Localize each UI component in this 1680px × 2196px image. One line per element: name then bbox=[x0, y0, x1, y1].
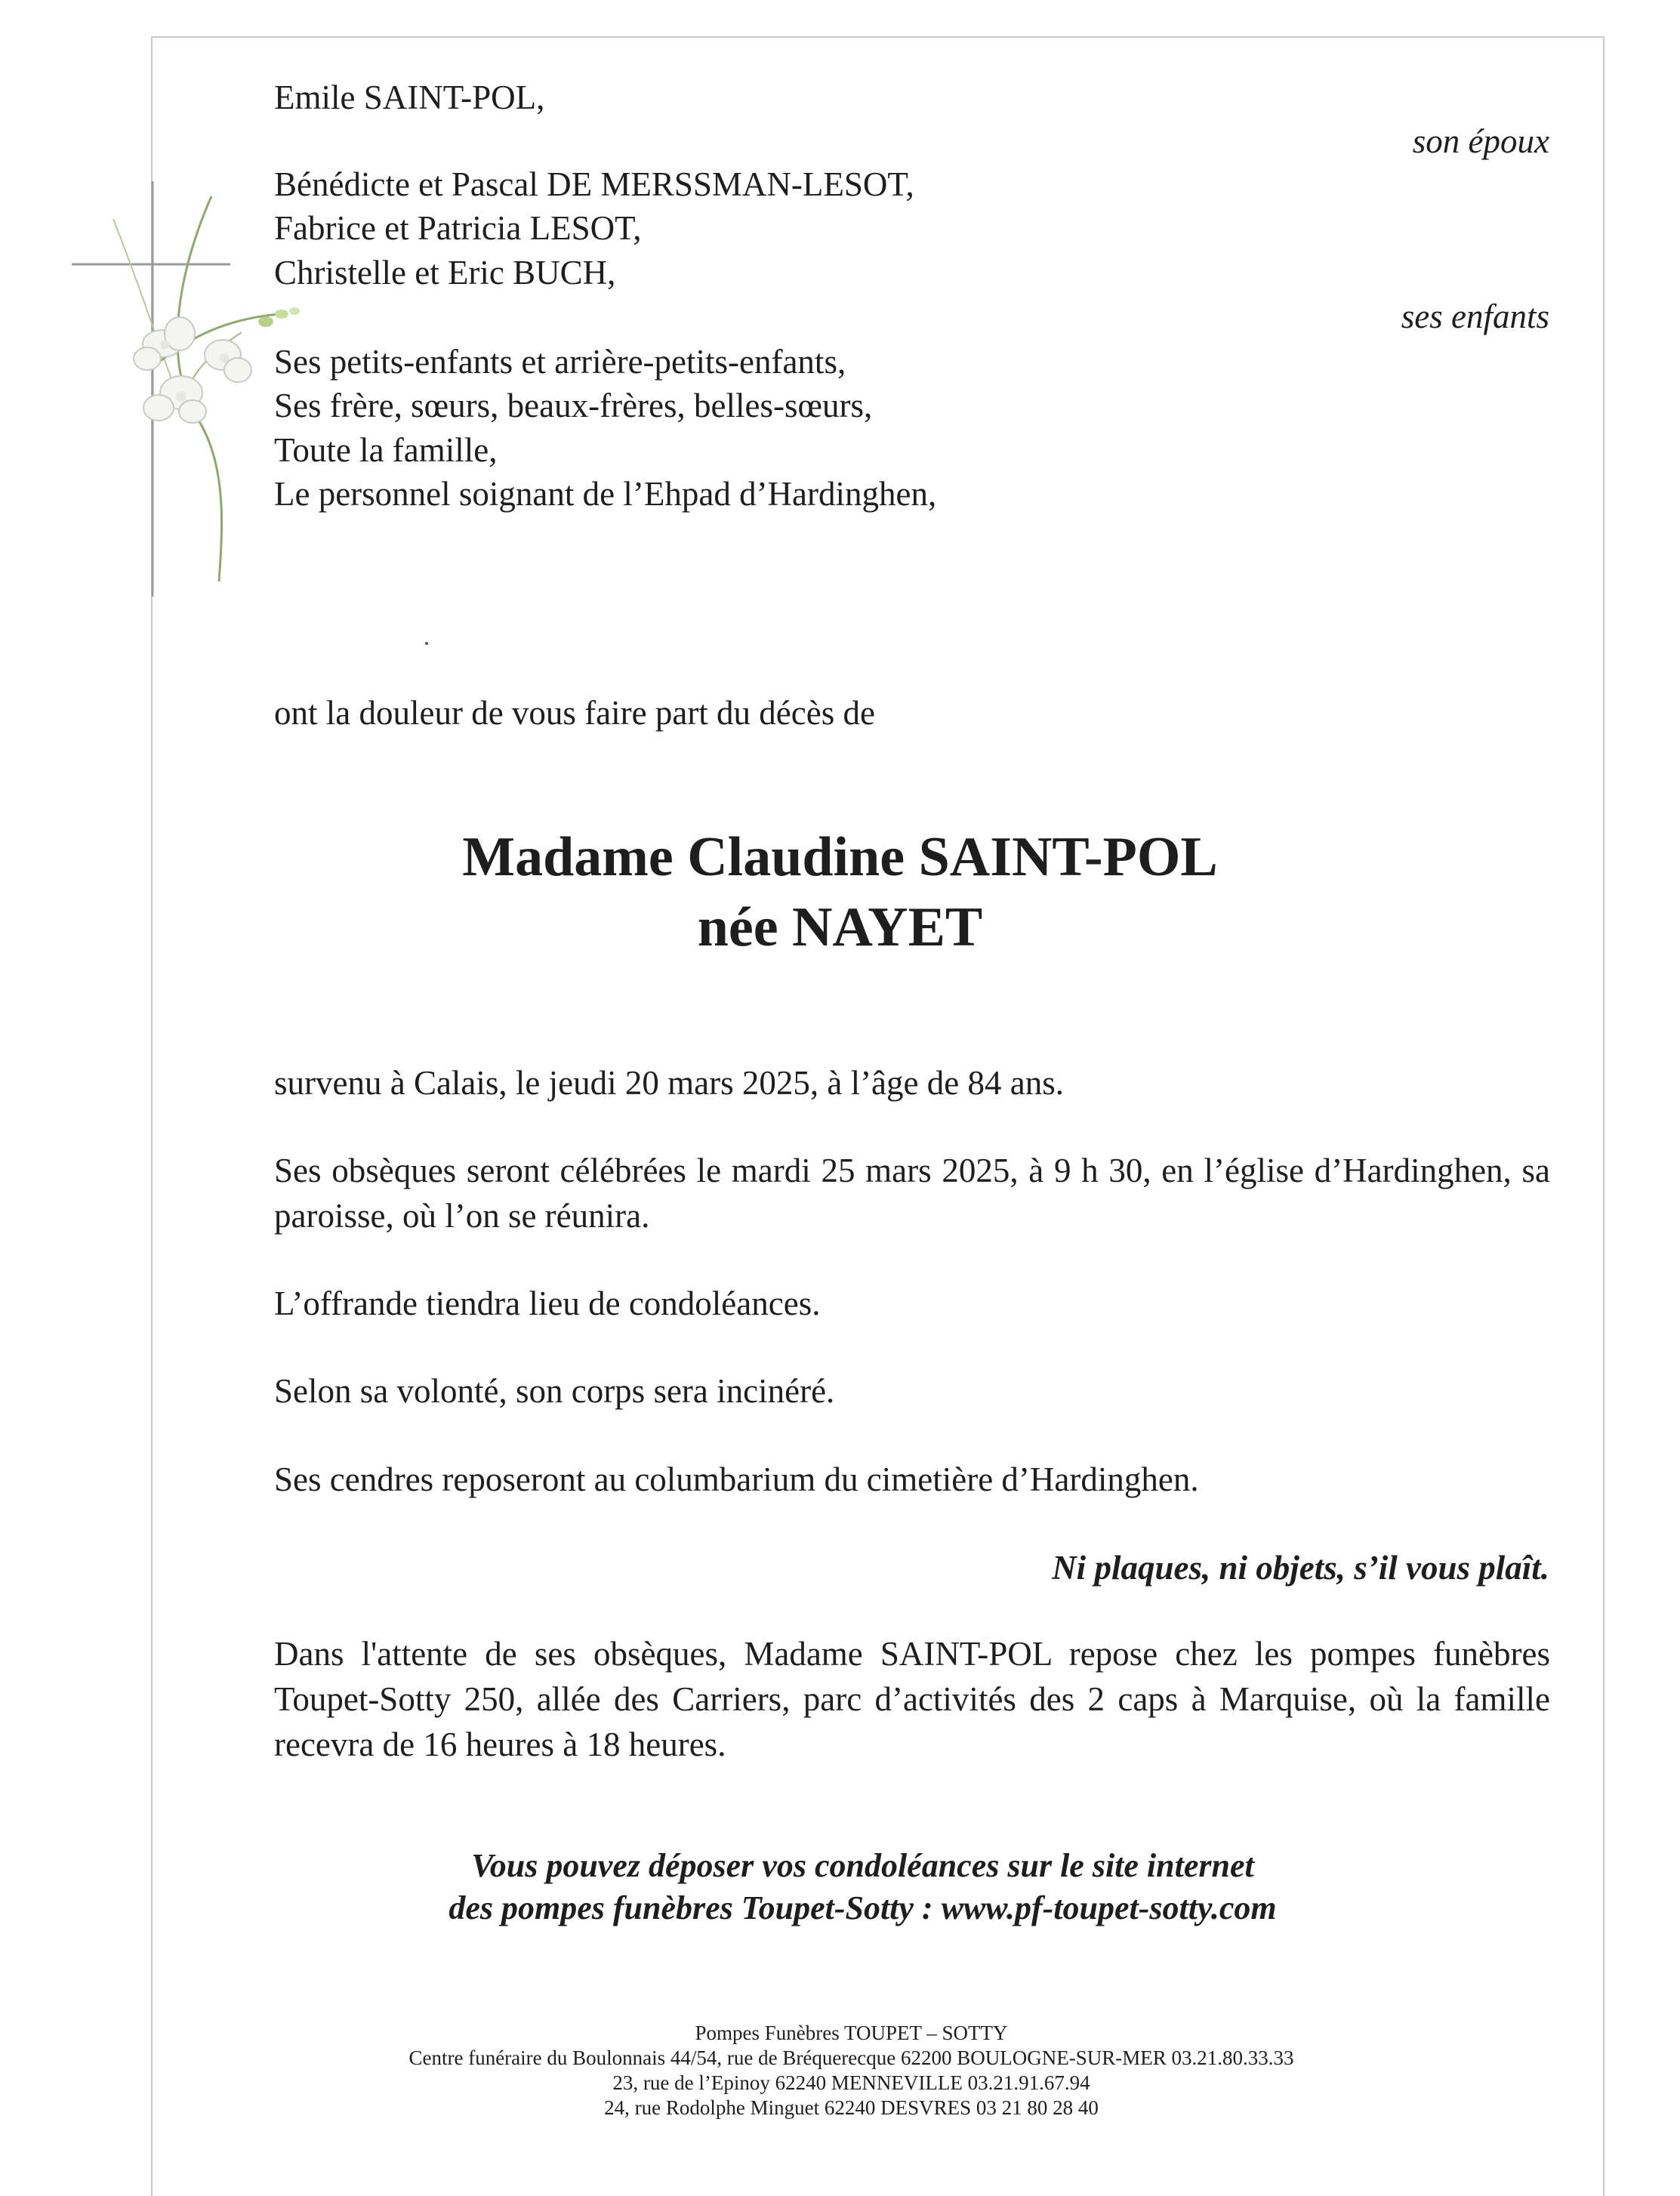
child-line: Christelle et Eric BUCH, bbox=[274, 254, 616, 291]
deceased-maiden-name: née NAYET bbox=[697, 896, 983, 958]
no-plaques-note: Ni plaques, ni objets, s’il vous plaît. bbox=[1052, 1549, 1549, 1587]
spouse-role: son époux bbox=[1412, 122, 1549, 160]
footer-address: 23, rue de l’Epinoy 62240 MENNEVILLE 03.21.91.67.94 bbox=[612, 2071, 1090, 2094]
deceased-name: Madame Claudine SAINT-POL bbox=[462, 826, 1218, 888]
cremation-note: Selon sa volonté, son corps sera incinéré. bbox=[274, 1372, 835, 1410]
visitation-details: Dans l'attente de ses obsèques, Madame SAINT-POL repose chez les pompes funèbres Toupet-Sotty 250, allée des Carriers, parc d’activités des 2 caps à Marquise, où la famille recevra de 16 heures à 18 heures. bbox=[274, 1635, 1550, 1763]
condolences-website-line: des pompes funèbres Toupet-Sotty : www.pf-toupet-sotty.com bbox=[449, 1889, 1277, 1926]
family-line: Toute la famille, bbox=[274, 431, 498, 469]
spouse-name: Emile SAINT-POL, bbox=[274, 79, 545, 116]
funeral-details: Ses obsèques seront célébrées le mardi 25 mars 2025, à 9 h 30, en l’église d’Hardinghen, sa paroisse, où l’on se réunira. bbox=[274, 1152, 1550, 1235]
offering-note: L’offrande tiendra lieu de condoléances. bbox=[274, 1285, 821, 1322]
announcement-text: ont la douleur de vous faire part du décès de bbox=[274, 694, 875, 732]
child-line: Fabrice et Patricia LESOT, bbox=[274, 209, 642, 247]
footer-company: Pompes Funèbres TOUPET – SOTTY bbox=[695, 2022, 1008, 2044]
family-line: Ses petits-enfants et arrière-petits-enfants, bbox=[274, 343, 846, 381]
scan-speck bbox=[425, 642, 428, 645]
footer-address: Centre funéraire du Boulonnais 44/54, rue de Bréquerecque 62200 BOULOGNE-SUR-MER 03.21.80.33.33 bbox=[408, 2046, 1294, 2069]
ashes-note: Ses cendres reposeront au columbarium du cimetière d’Hardinghen. bbox=[274, 1460, 1199, 1498]
footer-address: 24, rue Rodolphe Minguet 62240 DESVRES 03 21 80 28 40 bbox=[604, 2096, 1099, 2119]
child-line: Bénédicte et Pascal DE MERSSMAN-LESOT, bbox=[274, 165, 914, 203]
condolences-line: Vous pouvez déposer vos condoléances sur le site internet bbox=[471, 1847, 1254, 1884]
family-line: Le personnel soignant de l’Ehpad d’Hardinghen, bbox=[274, 475, 937, 513]
death-details: survenu à Calais, le jeudi 20 mars 2025, à l’âge de 84 ans. bbox=[274, 1064, 1064, 1102]
family-line: Ses frère, sœurs, beaux-frères, belles-sœurs, bbox=[274, 387, 873, 424]
children-role: ses enfants bbox=[1401, 298, 1549, 335]
